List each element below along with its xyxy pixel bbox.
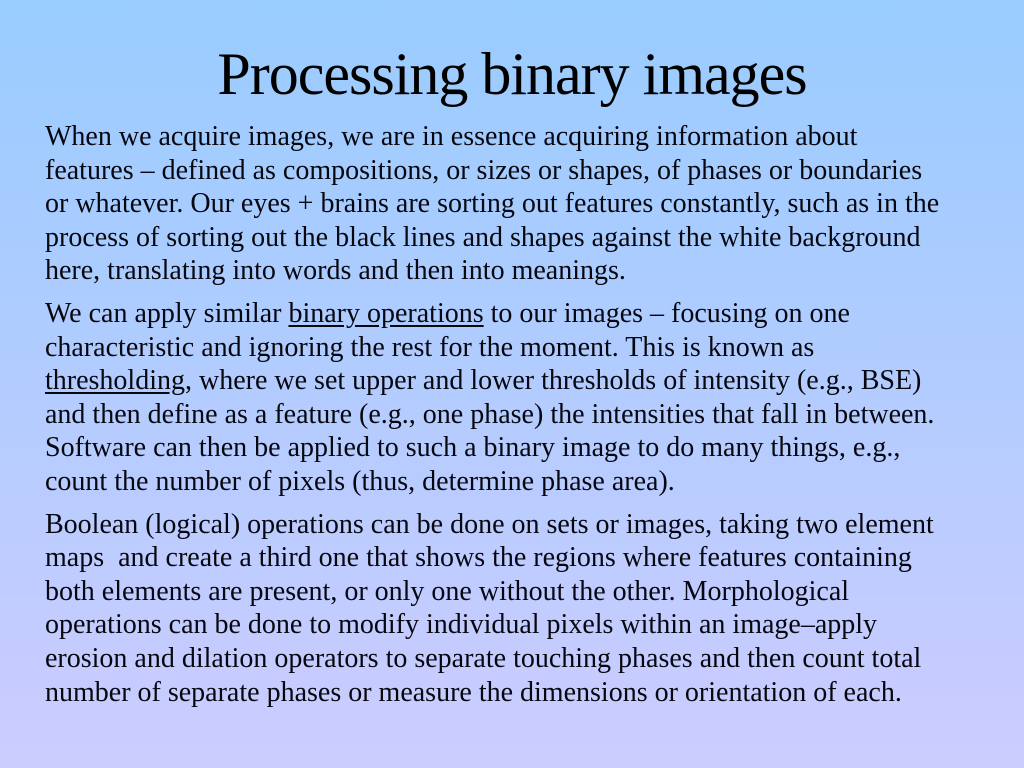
text-line [45,331,995,365]
text-segment: and then define as a feature (e.g., one phase) the intensities that fall in between. [45,398,935,430]
text-segment: both elements are present, or only one without the other. Morphological [45,575,850,607]
text-line [45,465,995,499]
text-line [45,541,995,575]
text-segment: Boolean (logical) operations can be done on sets or images, taking two element [45,508,934,540]
text-line [45,575,995,609]
text-line [45,297,995,331]
text-segment: here, translating into words and then into meanings. [45,255,626,287]
text-line [45,676,995,710]
text-line [45,221,995,255]
text-line [45,608,995,642]
text-segment: When we acquire images, we are in essence acquiring information about [45,121,858,152]
text-line [45,398,995,432]
text-segment: process of sorting out the black lines and shapes against the white background [45,221,921,253]
text-line [45,254,995,288]
text-line [45,431,995,465]
text-segment: maps and create a third one that shows the regions where features containing [45,542,912,574]
text-segment: features – defined as compositions, or sizes or shapes, of phases or boundaries [45,154,923,186]
text-segment: count the number of pixels (thus, determine phase area). [45,465,675,497]
text-segment: to our images – focusing on one [483,297,850,329]
slide-body [45,120,995,718]
text-segment: , where we set upper and lower thresholds of intensity (e.g., BSE) [185,365,922,397]
text-line [45,364,995,398]
text-segment: number of separate phases or measure the dimensions or orientation of each. [45,676,902,708]
text-segment: Software can then be applied to such a binary image to do many things, e.g., [45,432,901,464]
text-segment: or whatever. Our eyes + brains are sorting out features constantly, such as in the [45,188,940,220]
text-line [45,120,995,154]
text-segment: erosion and dilation operators to separate touching phases and then count total [45,642,922,674]
body-paragraph [45,120,995,288]
text-line [45,154,995,188]
text-segment: operations can be done to modify individual pixels within an image–apply [45,609,878,641]
slide-title: Processing binary images [217,41,807,107]
text-segment: characteristic and ignoring the rest for the moment. This is known as [45,331,815,363]
text-segment: We can apply similar [45,297,289,329]
body-paragraph [45,297,995,499]
underlined-term: binary operations [288,297,484,329]
underlined-term: thresholding [45,365,185,397]
text-line [45,508,995,542]
body-paragraph [45,508,995,710]
text-line [45,187,995,221]
text-line [45,642,995,676]
